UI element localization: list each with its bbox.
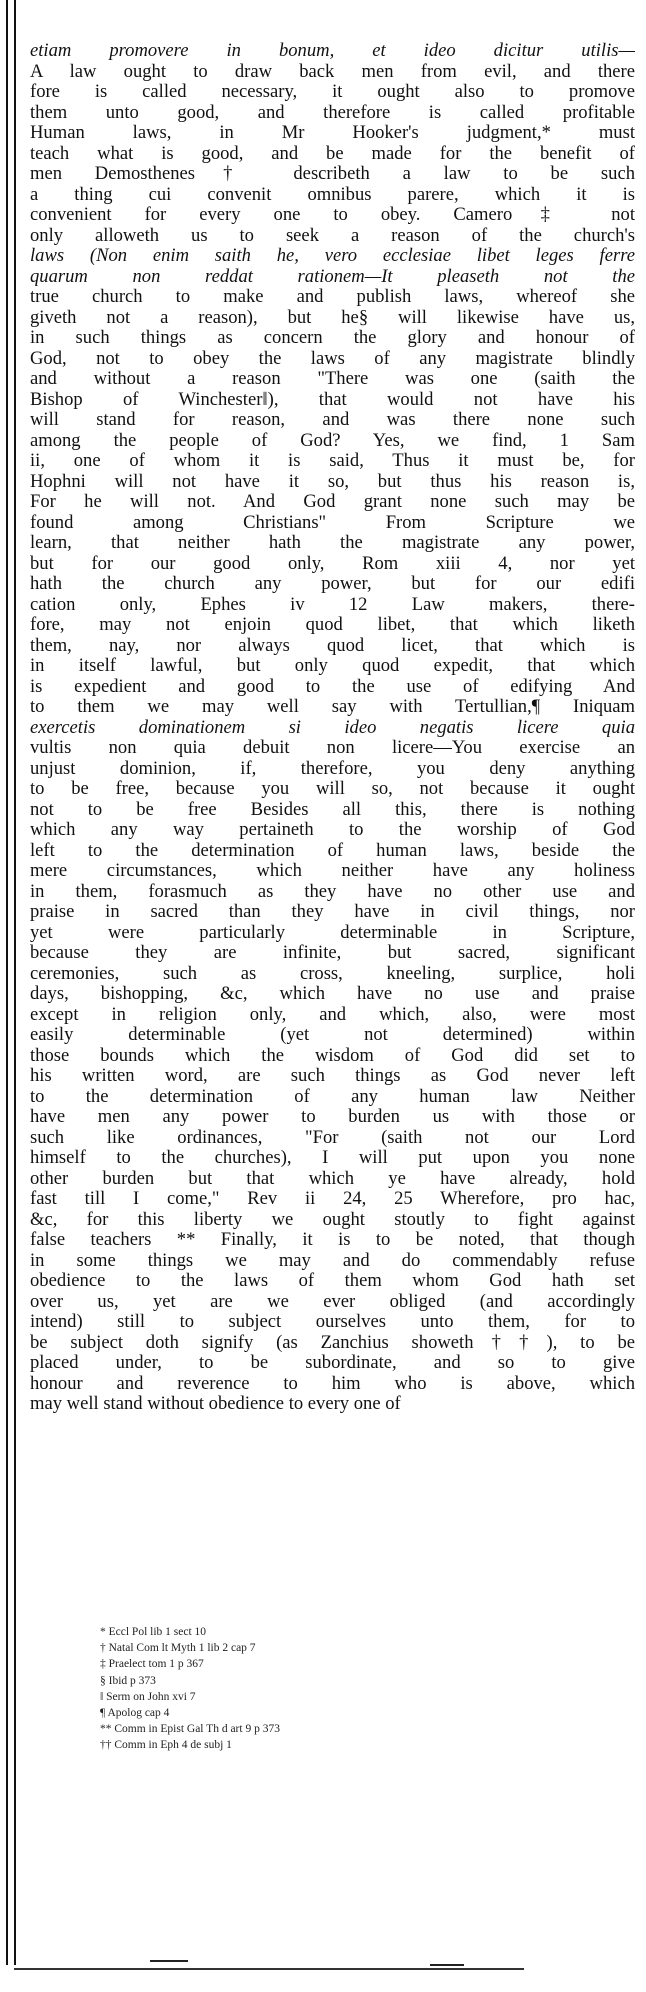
text-line: to be free, because you will so, not because it ought xyxy=(30,779,635,799)
text-line: them unto good, and therefore is called profitable xyxy=(30,102,635,123)
bottom-ornament-left xyxy=(150,1960,188,1962)
text-line: over us, yet are we ever obliged (and accordingly xyxy=(30,1291,635,1312)
text-line: left to the determination of human laws, beside the xyxy=(30,840,635,861)
text-line: Hophni will not have it so, but thus his reason is, xyxy=(30,471,635,492)
text-line: such like ordinances, "For (saith not our Lord xyxy=(30,1127,635,1148)
text-line: Human laws, in Mr Hooker's judgment,* must xyxy=(30,123,635,143)
text-line: because they are infinite, but sacred, significant xyxy=(30,943,635,963)
text-line: himself to the churches), I will put upon you none xyxy=(30,1148,635,1168)
text-line: Bishop of Winchester‖), that would not have his xyxy=(30,389,635,410)
text-line: and without a reason "There was one (saith the xyxy=(30,369,635,389)
text-line: intend) still to subject ourselves unto them, for to xyxy=(30,1312,635,1332)
text-line: found among Christians" From Scripture we xyxy=(30,512,635,533)
text-line: except in religion only, and which, also, were most xyxy=(30,1004,635,1025)
text-line: learn, that neither hath the magistrate any power, xyxy=(30,533,635,553)
text-line: fore, may not enjoin quod libet, that which liketh xyxy=(30,615,635,635)
text-line: in some things we may and do commendably refuse xyxy=(30,1250,635,1271)
text-line: days, bishopping, &c, which have no use and praise xyxy=(30,984,635,1004)
text-line: praise in sacred than they have in civil things, nor xyxy=(30,902,635,922)
text-line: cation only, Ephes iv 12 Law makers, there- xyxy=(30,594,635,615)
text-line: honour and reverence to him who is above, which xyxy=(30,1373,635,1394)
text-line: be subject doth signify (as Zanchius showeth††), to be xyxy=(30,1332,635,1353)
text-line: true church to make and publish laws, whereof she xyxy=(30,287,635,307)
footnote: ‖ Serm on John xvi 7 xyxy=(100,1690,196,1703)
text-line: laws (Non enim saith he, vero ecclesiae libet leges ferre xyxy=(30,246,635,266)
text-line: a thing cui convenit omnibus parere, which it is xyxy=(30,184,635,205)
text-line: not to be free Besides all this, there is nothing xyxy=(30,799,635,820)
text-line: them, nay, nor always quod licet, that which is xyxy=(30,635,635,656)
text-line: exercetis dominationem si ideo negatis licere quia xyxy=(30,717,635,738)
text-line: in itself lawful, but only quod expedit, that which xyxy=(30,656,635,676)
footnote: †† Comm in Eph 4 de subj 1 xyxy=(100,1739,232,1752)
text-line: teach what is good, and be made for the benefit of xyxy=(30,143,635,164)
text-line: For he will not. And God grant none such may be xyxy=(30,492,635,512)
text-line: to them we may well say with Tertullian,¶ Iniquam xyxy=(30,697,635,717)
footnote: ‡ Praelect tom 1 p 367 xyxy=(100,1658,204,1671)
text-line: may well stand without obedience to every one of xyxy=(30,1394,401,1414)
text-line: his written word, are such things as God never left xyxy=(30,1066,635,1086)
text-line: God, not to obey the laws of any magistrate blindly xyxy=(30,348,635,369)
left-margin-rule-inner xyxy=(14,0,16,1965)
text-line: vultis non quia debuit non licere—You exercise an xyxy=(30,738,635,758)
text-line: mere circumstances, which neither have any holiness xyxy=(30,861,635,881)
text-line: have men any power to burden us with those or xyxy=(30,1107,635,1127)
text-line: placed under, to be subordinate, and so to give xyxy=(30,1353,635,1373)
text-line: false teachers ** Finally, it is to be noted, that though xyxy=(30,1230,635,1250)
text-line: quarum non reddat rationem—It pleaseth not the xyxy=(30,266,635,287)
text-line: yet were particularly determinable in Scripture, xyxy=(30,922,635,943)
text-line: to the determination of any human law Neither xyxy=(30,1086,635,1107)
text-line: obedience to the laws of them whom God hath set xyxy=(30,1271,635,1291)
text-line: convenient for every one to obey. Camero‡ not xyxy=(30,205,635,225)
text-line: in them, forasmuch as they have no other use and xyxy=(30,881,635,902)
text-line: unjust dominion, if, therefore, you deny anything xyxy=(30,758,635,779)
bottom-rule xyxy=(14,1968,524,1970)
text-line: easily determinable (yet not determined) within xyxy=(30,1025,635,1045)
text-line: giveth not a reason), but he§ will likewise have us, xyxy=(30,307,635,328)
body-text-column xyxy=(30,41,635,1415)
footnote: ** Comm in Epist Gal Th d art 9 p 373 xyxy=(100,1723,280,1736)
text-line: which any way pertaineth to the worship of God xyxy=(30,820,635,840)
text-line: ii, one of whom it is said, Thus it must be, for xyxy=(30,451,635,471)
footnote: * Eccl Pol lib 1 sect 10 xyxy=(100,1626,207,1638)
text-line: other burden but that which ye have already, hold xyxy=(30,1168,635,1189)
footnotes xyxy=(100,1624,520,1754)
bottom-ornament-right xyxy=(430,1964,464,1966)
text-line: A law ought to draw back men from evil, and there xyxy=(30,61,635,82)
text-line: only alloweth us to seek a reason of the church's xyxy=(30,225,635,246)
text-line: among the people of God? Yes, we find, 1 Sam xyxy=(30,430,635,451)
text-line: is expedient and good to the use of edifying And xyxy=(30,676,635,697)
text-line: fast till I come," Rev ii 24, 25 Wherefore, pro hac, xyxy=(30,1189,635,1209)
text-line: will stand for reason, and was there none such xyxy=(30,410,635,430)
text-line: men Demosthenes† describeth a law to be such xyxy=(30,164,635,184)
text-line: hath the church any power, but for our edifi xyxy=(30,574,635,594)
text-line: fore is called necessary, it ought also to promove xyxy=(30,82,635,102)
text-line: in such things as concern the glory and honour of xyxy=(30,328,635,348)
text-line: ceremonies, such as cross, kneeling, surplice, holi xyxy=(30,963,635,984)
text-line: but for our good only, Rom xiii 4, nor yet xyxy=(30,553,635,574)
text-line: etiam promovere in bonum, et ideo dicitur utilis— xyxy=(30,41,635,61)
text-line: those bounds which the wisdom of God did set to xyxy=(30,1045,635,1066)
text-line: &c, for this liberty we ought stoutly to fight against xyxy=(30,1209,635,1230)
footnote: ¶ Apolog cap 4 xyxy=(100,1707,170,1720)
left-margin-rule xyxy=(6,0,8,1965)
footnote: † Natal Com lt Myth 1 lib 2 cap 7 xyxy=(100,1642,256,1655)
footnote: § Ibid p 373 xyxy=(100,1674,156,1687)
